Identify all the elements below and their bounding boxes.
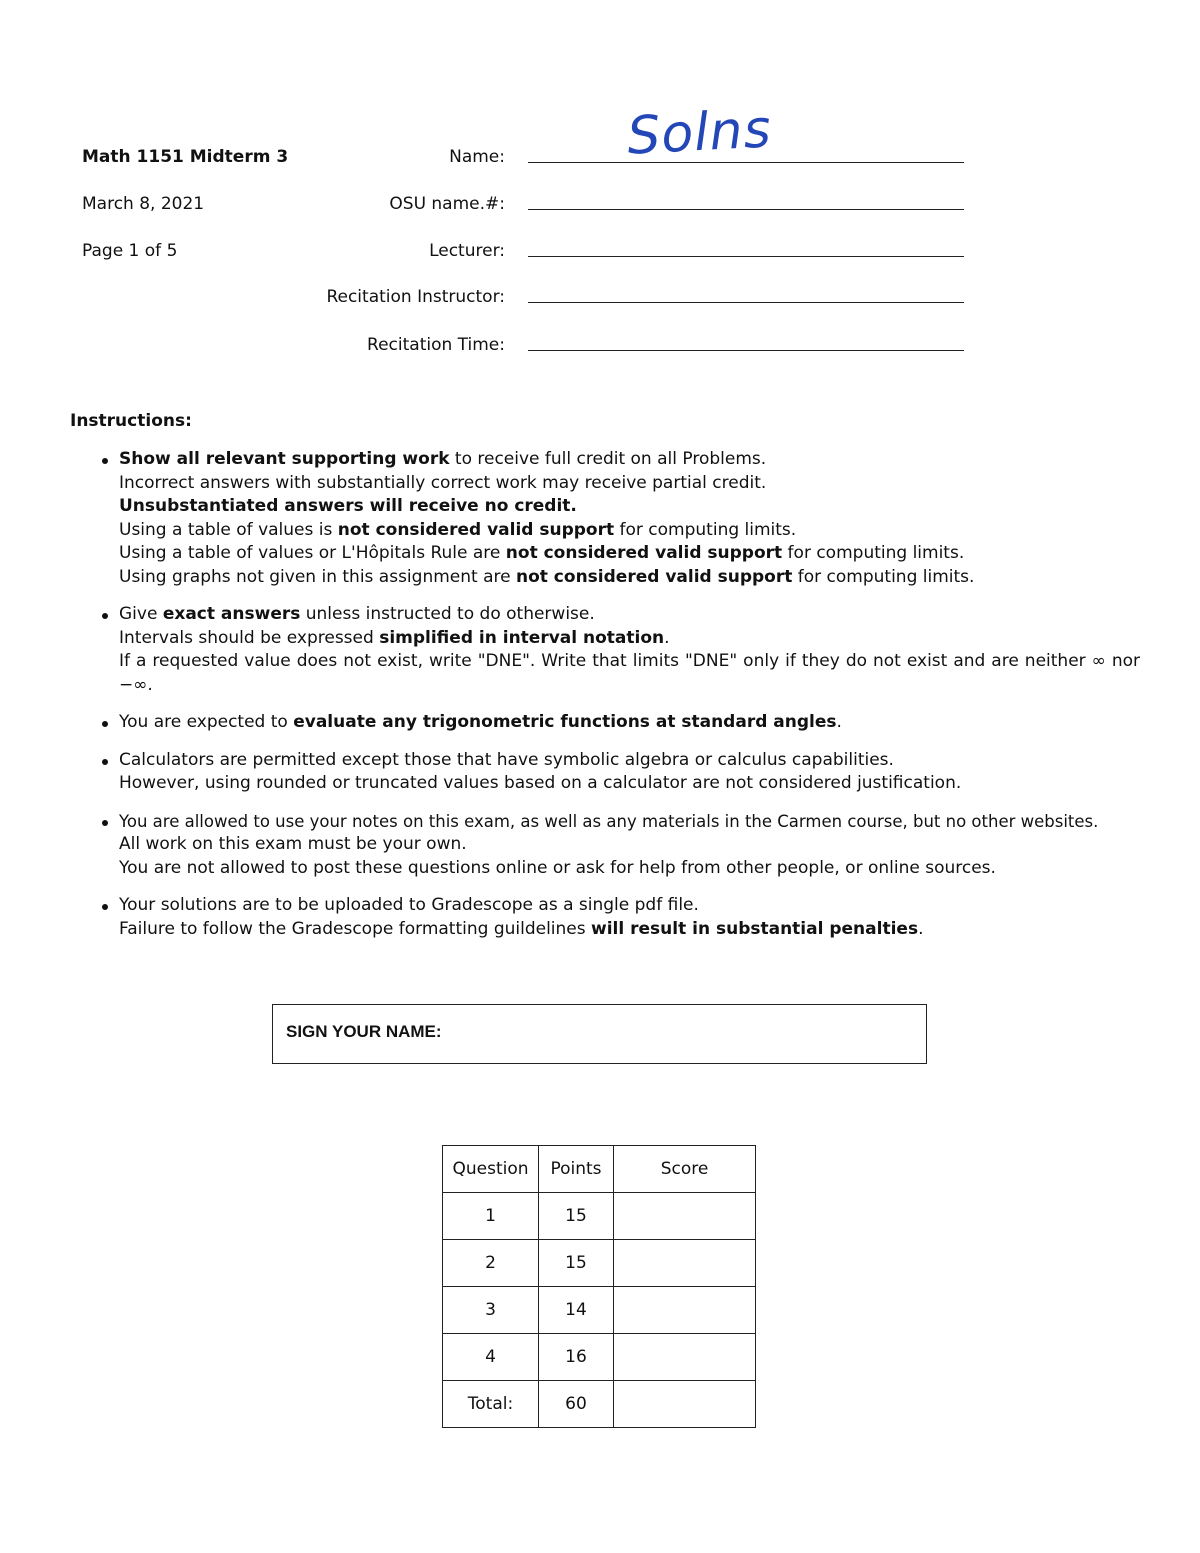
points-cell: 16	[539, 1334, 614, 1381]
total-label-cell: Total:	[443, 1381, 539, 1428]
recitation-instructor-line[interactable]	[528, 302, 964, 303]
question-cell: 2	[443, 1240, 539, 1287]
instruction-item: Give exact answers unless instructed to do otherwise. Intervals should be expressed simplified in interval notation. If a requested value does not exist, write "DNE". Write that limits "DNE" only if they do not exist and are neither ∞ nor −∞.	[100, 603, 1140, 697]
score-cell[interactable]	[614, 1193, 756, 1240]
instructions-heading: Instructions:	[70, 411, 192, 431]
table-row	[443, 1193, 756, 1240]
instruction-item: Show all relevant supporting work to receive full credit on all Problems. Incorrect answers with substantially correct work may receive partial credit. Unsubstantiated answers will receive no credit. Using a table of values is not considered valid support for computing limits. Using a table of values or L'Hôpitals Rule are not considered valid support for computing limits. Using graphs not given in this assignment are not considered valid support for computing limits.	[100, 448, 1140, 589]
table-total-row	[443, 1381, 756, 1428]
score-cell[interactable]	[614, 1334, 756, 1381]
header-points: Points	[539, 1146, 614, 1193]
signature-label: SIGN YOUR NAME:	[286, 1022, 442, 1041]
recitation-instructor-label: Recitation Instructor:	[326, 287, 505, 307]
table-row	[443, 1287, 756, 1334]
table-header-row	[443, 1146, 756, 1193]
exam-title: Math 1151 Midterm 3	[82, 147, 289, 167]
name-label: Name:	[449, 147, 505, 167]
page-number: Page 1 of 5	[82, 241, 178, 261]
score-cell[interactable]	[614, 1240, 756, 1287]
question-cell: 3	[443, 1287, 539, 1334]
header-question: Question	[443, 1146, 539, 1193]
recitation-time-label: Recitation Time:	[367, 335, 505, 355]
handwritten-name	[625, 88, 775, 168]
points-cell: 15	[539, 1240, 614, 1287]
total-points-cell: 60	[539, 1381, 614, 1428]
question-cell: 1	[443, 1193, 539, 1240]
score-cell[interactable]	[614, 1287, 756, 1334]
handwritten-name-text: Solns	[625, 99, 774, 167]
instructions-list	[100, 448, 1140, 955]
exam-date: March 8, 2021	[82, 194, 205, 214]
signature-box[interactable]	[272, 1004, 927, 1064]
points-cell: 14	[539, 1287, 614, 1334]
instruction-item: Your solutions are to be uploaded to Gradescope as a single pdf file. Failure to follow the Gradescope formatting guildelines will result in substantial penalties.	[100, 894, 1140, 941]
instruction-item: You are expected to evaluate any trigonometric functions at standard angles.	[100, 711, 1140, 735]
instruction-item: You are allowed to use your notes on this exam, as well as any materials in the Carmen course, but no other websites. All work on this exam must be your own. You are not allowed to post these questions online or ask for help from other people, or online sources.	[100, 810, 1140, 881]
question-cell: 4	[443, 1334, 539, 1381]
table-row	[443, 1334, 756, 1381]
recitation-time-line[interactable]	[528, 350, 964, 351]
total-score-cell[interactable]	[614, 1381, 756, 1428]
points-cell: 15	[539, 1193, 614, 1240]
lecturer-line[interactable]	[528, 256, 964, 257]
osu-name-line[interactable]	[528, 209, 964, 210]
instruction-item: Calculators are permitted except those that have symbolic algebra or calculus capabilities. However, using rounded or truncated values based on a calculator are not considered justification.	[100, 749, 1140, 796]
header-score: Score	[614, 1146, 756, 1193]
osu-name-label: OSU name.#:	[389, 194, 505, 214]
lecturer-label: Lecturer:	[429, 241, 505, 261]
score-table	[442, 1145, 756, 1428]
table-row	[443, 1240, 756, 1287]
